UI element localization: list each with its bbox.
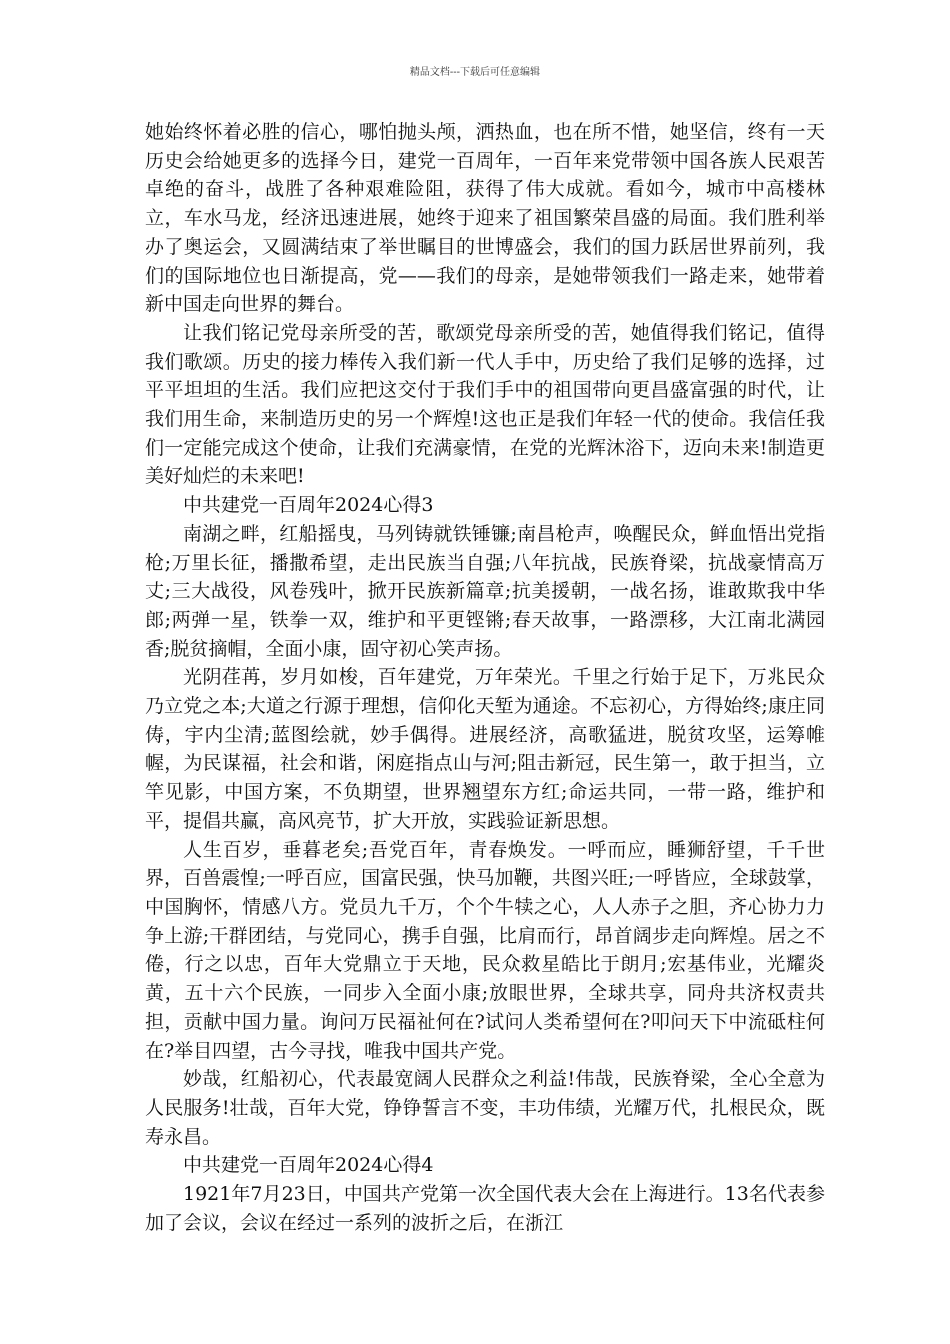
paragraph-continuation: 她始终怀着必胜的信心，哪怕抛头颅，洒热血，也在所不惜，她坚信，终有一天历史会给她更多的选择今日，建党一百周年，一百年来党带领中国各族人民艰苦卓绝的奋斗，战胜了各种艰难险阻，获得了伟大成就。看如今，城市中高楼林立，车水马龙，经济迅速进展，她终于迎来了祖国繁荣昌盛的局面。我们胜利举办了奥运会，又圆满结束了举世瞩目的世博盛会，我们的国力跃居世界前列，我们的国际地位也日渐提高，党——我们的母亲，是她带领我们一路走来，她带着新中国走向世界的舞台。	[145, 121, 825, 316]
paragraph: 人生百岁，垂暮老矣;吾党百年，青春焕发。一呼而应，睡狮舒望，千千世界，百兽震惶;一呼百应，国富民强，快马加鞭，共图兴旺;一呼皆应，全球鼓掌，中国胸怀，情感八方。党员九千万，个个牛犊之心，人人赤子之胆，齐心协力力争上游;干群团结，与党同心，携手自强，比肩而行，昂首阔步走向辉煌。居之不倦，行之以忠，百年大党鼎立于天地，民众救星皓比于朗月;宏基伟业，光耀炎黄，五十六个民族，一同步入全面小康;放眼世界，全球共享，同舟共济权责共担，贡献中国力量。询问万民福祉何在?试问人类希望何在?叩问天下中流砥柱何在?举目四望，古今寻找，唯我中国共产党。	[145, 838, 825, 1062]
paragraph: 光阴荏苒，岁月如梭，百年建党，万年荣光。千里之行始于足下，万兆民众乃立党之本;大道之行源于理想，信仰化天堑为通途。不忘初心，方得始终;康庄同俦，宇内尘清;蓝图绘就，妙手偶得。进展经济，高歌猛进，脱贫攻坚，运筹帷幄，为民谋福，社会和谐，闲庭指点山与河;阻击新冠，民生第一，敢于担当，立竿见影，中国方案，不负期望，世界翘望东方红;命运共同，一带一路，维护和平，提倡共赢，高风亮节，扩大开放，实践验证新思想。	[145, 666, 825, 832]
paragraph: 南湖之畔，红船摇曳，马列铸就铁锤镰;南昌枪声，唤醒民众，鲜血悟出党指枪;万里长征，播撒希望，走出民族当自强;八年抗战，民族脊梁，抗战豪情高万丈;三大战役，风卷残叶，掀开民族新篇章;抗美援朝，一战名扬，谁敢欺我中华郎;两弹一星，铁拳一双，维护和平更铿锵;春天故事，一路漂移，大江南北满园香;脱贫摘帽，全面小康，固守初心笑声扬。	[145, 522, 825, 660]
section-heading-4: 中共建党一百周年2024心得4	[183, 1154, 434, 1177]
paragraph: 1921年7月23日，中国共产党第一次全国代表大会在上海进行。13名代表参加了会议，会议在经过一系列的波折之后，在浙江	[145, 1183, 825, 1234]
document-body	[145, 118, 825, 1237]
section-heading-3: 中共建党一百周年2024心得3	[183, 494, 434, 517]
paragraph: 妙哉，红船初心，代表最宽阔人民群众之利益!伟哉，民族脊梁，全心全意为人民服务!壮哉，百年大党，铮铮誓言不变，丰功伟绩，光耀万代，扎根民众，既寿永昌。	[145, 1068, 825, 1148]
running-header: 精品文档---下载后可任意编辑	[409, 67, 541, 78]
paragraph: 让我们铭记党母亲所受的苦，歌颂党母亲所受的苦，她值得我们铭记，值得我们歌颂。历史的接力棒传入我们新一代人手中，历史给了我们足够的选择，过平平坦坦的生活。我们应把这交付于我们手中的祖国带向更昌盛富强的时代，让我们用生命，来制造历史的另一个辉煌!这也正是我们年轻一代的使命。我信任我们一定能完成这个使命，让我们充满豪情，在党的光辉沐浴下，迈向未来!制造更美好灿烂的未来吧!	[145, 321, 825, 488]
